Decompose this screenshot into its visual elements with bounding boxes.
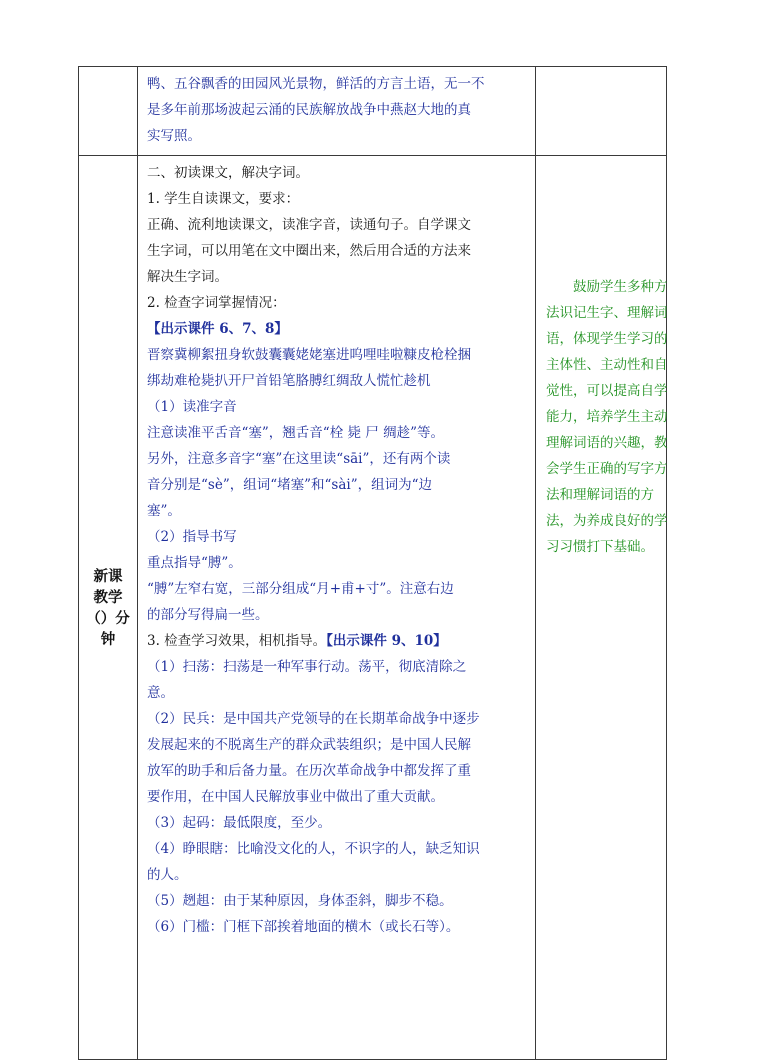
text-line: 的部分写得扁一些。 xyxy=(147,607,269,623)
text-line: 正确、流利地读课文，读准字音，读通句子。自学课文 xyxy=(147,217,471,233)
note-line: 主体性、主动性和自 xyxy=(546,357,668,373)
text-line: 是多年前那场波起云涌的民族解放战争中燕赵大地的真 xyxy=(147,102,471,118)
note-line: 法和理解词语的方 xyxy=(546,487,654,503)
text-line: （6）门槛：门框下部挨着地面的横木（或长石等）。 xyxy=(147,919,460,935)
text-line xyxy=(147,628,527,654)
section-label-cell-empty xyxy=(79,67,138,156)
section-label-line: 钟 xyxy=(100,630,116,648)
section-label-line: 新课 xyxy=(93,567,123,585)
text-line: 意。 xyxy=(147,685,174,701)
text-line: 塞”。 xyxy=(147,503,181,519)
note-line: 语，体现学生学习的 xyxy=(546,331,668,347)
text-span: 3. 检查学习效果，相机指导。 xyxy=(147,633,327,649)
text-line: 放军的助手和后备力量。在历次革命战争中都发挥了重 xyxy=(147,763,471,779)
text-line: 2. 检查字词掌握情况： xyxy=(147,295,286,311)
note-line: 法，为养成良好的学 xyxy=(546,513,668,529)
note-line: 理解词语的兴趣，教 xyxy=(546,435,668,451)
text-line: “膊”左窄右宽，三部分组成“月+甫+寸”。注意右边 xyxy=(147,581,454,597)
text-line: 绑劫难枪毙扒开尸首铅笔胳膊红绸敌人慌忙趁机 xyxy=(147,373,431,389)
section-label-line: 教学 xyxy=(93,588,123,606)
note-line: 会学生正确的写字方 xyxy=(546,461,668,477)
note-line: 法识记生字、理解词 xyxy=(546,305,668,321)
text-line: （2）指导书写 xyxy=(147,529,237,545)
content-cell-main xyxy=(138,156,536,1060)
section-label-cell xyxy=(79,156,138,1060)
text-line: （2）民兵：是中国共产党领导的在长期革命战争中逐步 xyxy=(147,711,480,727)
note-line: 能力，培养学生主动 xyxy=(546,409,668,425)
note-line: 觉性，可以提高自学 xyxy=(546,383,668,399)
section-label-line: （）分 xyxy=(86,609,130,627)
text-line: 实写照。 xyxy=(147,128,201,144)
teaching-note-cell xyxy=(536,156,667,1060)
text-line: 要作用，在中国人民解放事业中做出了重大贡献。 xyxy=(147,789,444,805)
text-line: 另外，注意多音字“塞”在这里读“sāi”，还有两个读 xyxy=(147,451,451,467)
text-line: 音分别是“sè”，组词“堵塞”和“sài”，组词为“边 xyxy=(147,477,433,493)
lesson-plan-table xyxy=(78,66,667,1060)
text-line: 注意读准平舌音“塞”，翘舌音“栓 毙 尸 绸趁”等。 xyxy=(147,425,444,441)
text-line: 发展起来的不脱离生产的群众武装组织；是中国人民解 xyxy=(147,737,471,753)
text-line: （1）读准字音 xyxy=(147,399,237,415)
courseware-reference: 【出示课件 9、10】 xyxy=(326,633,447,649)
note-line: 鼓励学生多种方 xyxy=(546,279,668,295)
text-line: 重点指导“膊”。 xyxy=(147,555,242,571)
table-row-continuation xyxy=(79,67,667,156)
text-line: 鸭、五谷飘香的田园风光景物，鲜活的方言土语，无一不 xyxy=(147,76,485,92)
text-line: （3）起码：最低限度，至少。 xyxy=(147,815,332,831)
text-line: 1. 学生自读课文，要求： xyxy=(147,191,300,207)
table-row-new-lesson xyxy=(79,156,667,1060)
text-line: （4）睁眼瞎：比喻没文化的人，不识字的人，缺乏知识 xyxy=(147,841,480,857)
text-line: 解决生字词。 xyxy=(147,269,228,285)
text-line: 的人。 xyxy=(147,867,188,883)
content-cell-top xyxy=(138,67,536,156)
text-line: （1）扫荡：扫荡是一种军事行动。荡平，彻底清除之 xyxy=(147,659,467,675)
text-line: 晋察冀柳絮扭身软鼓囊囊姥姥塞进呜哩哇啦糠皮枪栓捆 xyxy=(147,347,471,363)
note-cell-empty xyxy=(536,67,667,156)
section-heading: 二、初读课文，解决字词。 xyxy=(147,165,309,181)
text-line: 生字词，可以用笔在文中圈出来，然后用合适的方法来 xyxy=(147,243,471,259)
courseware-reference: 【出示课件 6、7、8】 xyxy=(147,321,288,337)
note-line: 习习惯打下基础。 xyxy=(546,539,654,555)
text-line: （5）趔趄：由于某种原因，身体歪斜，脚步不稳。 xyxy=(147,893,453,909)
